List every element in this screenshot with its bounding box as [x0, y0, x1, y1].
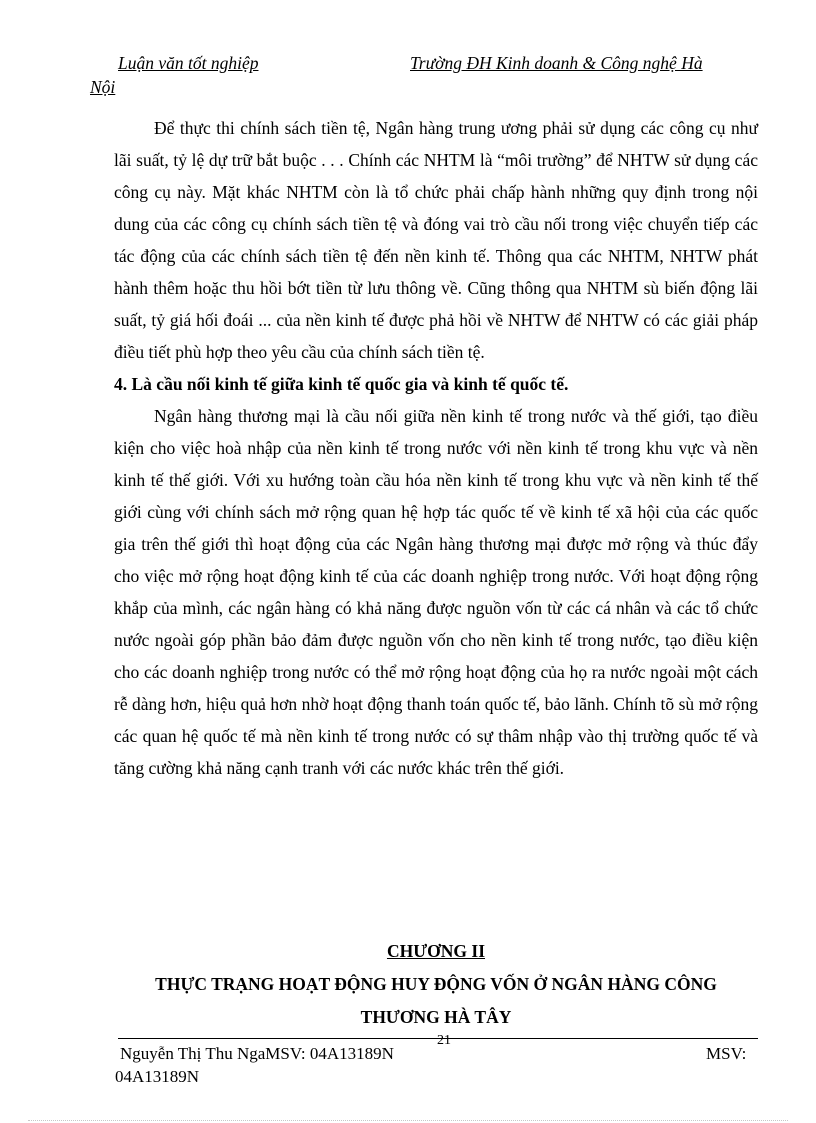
header-thesis-label: Luận văn tốt nghiệp	[118, 53, 259, 73]
footer-msv-label: MSV:	[706, 1044, 747, 1063]
section-heading-4: 4. Là cầu nối kinh tế giữa kinh tế quốc gia và kinh tế quốc tế.	[114, 374, 569, 394]
header-university: Trường ĐH Kinh doanh & Công nghệ Hà	[410, 53, 703, 73]
chapter-title: THỰC TRẠNG HOẠT ĐỘNG HUY ĐỘNG VỐN Ở NGÂN HÀNG CÔNG THƯƠNG HÀ TÂY	[155, 974, 717, 1027]
chapter-heading	[114, 935, 758, 1034]
paragraph-monetary-policy: Để thực thi chính sách tiền tệ, Ngân hàng trung ương phải sử dụng các công cụ như lãi suất, tỷ lệ dự trữ bắt buộc . . . Chính các NHTM là “môi trường” để NHTW sử dụng các công cụ này. Mặt khác NHTM còn là tổ chức phải chấp hành những quy định trong nội dung của các công cụ chính sách tiền tệ và đóng vai trò cầu nối trong việc chuyển tiếp các tác động của các chính sách tiền tệ đến nền kinh tế. Thông qua các NHTM, NHTW phát hành thêm hoặc thu hồi bớt tiền từ lưu thông về. Cũng thông qua NHTM sù biến động lãi suất, tỷ giá hối đoái ... của nền kinh tế được phả hồi về NHTW để NHTW có các giải pháp điều tiết phù hợp theo yêu cầu của chính sách tiền tệ.	[114, 118, 758, 362]
document-body	[114, 112, 758, 784]
header-university-continued: Nội	[90, 77, 116, 97]
footer-msv-value: 04A13189N	[115, 1067, 200, 1086]
page-boundary	[28, 1120, 788, 1121]
footer-author: Nguyễn Thị Thu NgaMSV: 04A13189N	[120, 1044, 394, 1063]
page-number: 21	[437, 1033, 451, 1048]
chapter-label: CHƯƠNG II	[386, 941, 486, 961]
paragraph-international-bridge: Ngân hàng thương mại là cầu nối giữa nền kinh tế trong nước và thế giới, tạo điều kiện cho việc hoà nhập của nền kinh tế trong nước với nền kinh tế trong khu vực và nền kinh tế thế giới. Với xu hướng toàn cầu hóa nền kinh tế trong khu vực và nền kinh tế thế giới cùng với chính sách mở rộng quan hệ hợp tác quốc tế về kinh tế xã hội của các quốc gia trên thế giới thì hoạt động của các Ngân hàng thương mại được mở rộng và thúc đẩy cho việc mở rộng hoạt động kinh tế của các doanh nghiệp trong nước. Với hoạt động rộng khắp của mình, các ngân hàng có khả năng được nguồn vốn từ các cá nhân và các tổ chức nước ngoài góp phần bảo đảm được nguồn vốn cho nền kinh tế trong nước, tạo điều kiện cho các doanh nghiệp trong nước có thể mở rộng hoạt động của họ ra nước ngoài một cách rễ dàng hơn, hiệu quả hơn nhờ hoạt động thanh toán quốc tế, bảo lãnh. Chính tõ sù mở rộng các quan hệ quốc tế mà nền kinh tế trong nước có sự thâm nhập vào thị trường quốc tế và tăng cường khả năng cạnh tranh với các nước khác trên thế giới.	[114, 406, 758, 778]
